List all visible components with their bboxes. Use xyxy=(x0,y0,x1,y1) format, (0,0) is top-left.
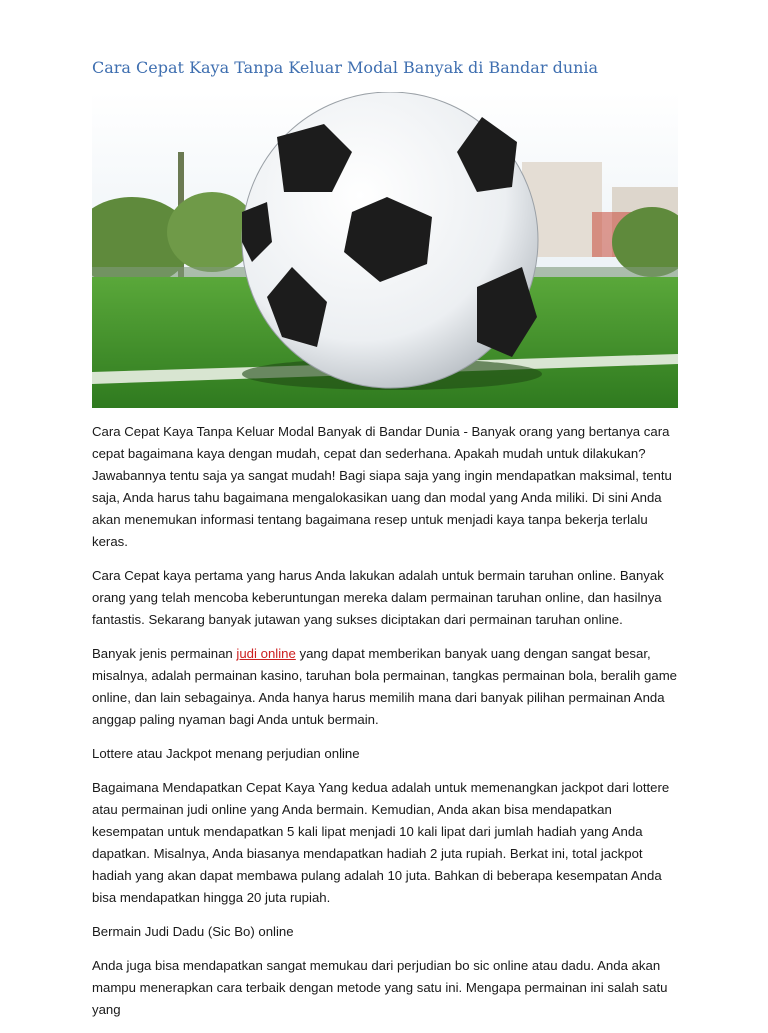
paragraph-7: Anda juga bisa mendapatkan sangat memukau dari perjudian bo sic online atau dadu. Anda akan mampu menerapkan cara terbaik dengan metode yang satu ini. Mengapa permainan ini salah satu yang xyxy=(92,958,668,1017)
paragraph-intro xyxy=(92,421,682,553)
judi-online-link[interactable]: judi online xyxy=(236,646,296,661)
section-heading-sic-bo: Bermain Judi Dadu (Sic Bo) online xyxy=(92,924,294,939)
article-body xyxy=(92,421,682,1033)
intro-text: - Banyak orang yang bertanya cara cepat bagaimana kaya dengan mudah, cepat dan sederhana. Apakah mudah untuk dilakukan? Jawabannya tentu saja ya sangat mudah! Bagi siapa saja yang ingin mendapatkan maksimal, tentu saja, Anda harus tahu bagaimana mengalokasikan uang dan modal yang Anda miliki. Di sini Anda akan menemukan informasi tentang bagaimana resep untuk menjadi kaya tanpa bekerja terlalu keras. xyxy=(92,424,672,549)
hero-image xyxy=(92,92,678,408)
paragraph-5: Bagaimana Mendapatkan Cepat Kaya Yang kedua adalah untuk memenangkan jackpot dari lottere atau permainan judi online yang Anda bermain. Kemudian, Anda akan bisa mendapatkan kesempatan untuk mendapatkan 5 kali lipat menjadi 10 kali lipat dari jumlah hadiah yang Anda dapatkan. Misalnya, Anda biasanya mendapatkan hadiah 2 juta rupiah. Berkat ini, total jackpot hadiah yang akan dapat membawa pulang adalah 10 juta. Bahkan di beberapa kesempatan Anda bisa mendapatkan hingga 20 juta rupiah. xyxy=(92,780,670,905)
intro-lead: Cara Cepat Kaya Tanpa Keluar Modal Banyak di Bandar Dunia xyxy=(92,424,460,439)
paragraph-3 xyxy=(92,643,682,731)
section-heading-lottere: Lottere atau Jackpot menang perjudian online xyxy=(92,746,360,761)
paragraph-3-after: yang dapat memberikan banyak uang dengan sangat besar, misalnya, adalah permainan kasino, taruhan bola permainan, tangkas permainan bola, beralih game online, dan lain sebagainya. Anda hanya harus memilih mana dari banyak pilihan permainan Anda anggap paling nyaman bagi Anda untuk bermain. xyxy=(92,646,678,727)
paragraph-2: Cara Cepat kaya pertama yang harus Anda lakukan adalah untuk bermain taruhan online. Banyak orang yang telah mencoba keberuntungan mereka dalam permainan taruhan online, dan hasilnya fantastis. Sekarang banyak jutawan yang sukses diciptakan dari permainan taruhan online. xyxy=(92,568,664,627)
soccer-ball-photo xyxy=(92,92,678,408)
document-title: Cara Cepat Kaya Tanpa Keluar Modal Banyak di Bandar dunia xyxy=(92,58,599,77)
paragraph-3-before: Banyak jenis permainan xyxy=(92,646,237,661)
